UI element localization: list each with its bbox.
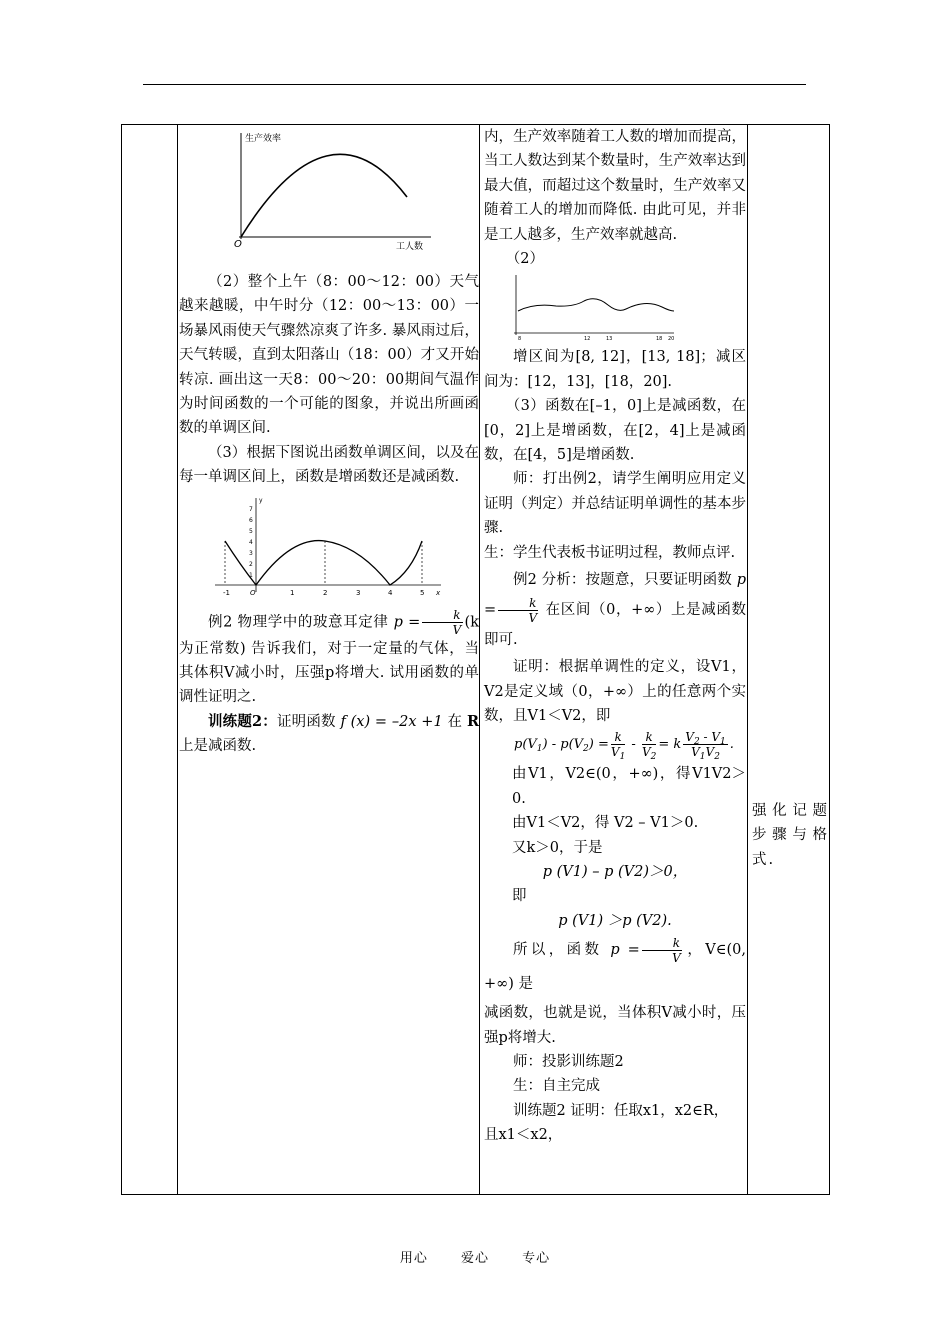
y-tick-label: 3 xyxy=(249,549,253,557)
x-axis-label: x xyxy=(436,588,441,597)
student-board-work: 生：学生代表板书证明过程，教师点评. xyxy=(484,544,736,561)
x-tick-label: 12 xyxy=(584,336,591,343)
y-tick-label: 4 xyxy=(249,538,253,546)
training-in: 在 xyxy=(447,713,463,730)
y-tick-label: 7 xyxy=(249,505,253,513)
y-tick-label: 2 xyxy=(249,560,253,568)
proof-result: p (V1) ＞p (V2). xyxy=(558,912,672,929)
activities-column xyxy=(484,125,746,1148)
question-2: （2）整个上午（8：00～12：00）天气越来越暖，中午时分（12：00～13：00）一场暴风雨使天气骤然凉爽了许多. 暴风雨过后，天气转暖，直到太阳落山（18：00）才又开始转凉. 画出这一天8：00～20：00期间气温作为时间函数的一个可能的图象，并说出所画函数的单调区间. xyxy=(179,274,479,437)
efficiency-conclusion: 内，生产效率随着工人数的增加而提高，当工人数达到某个数量时，生产效率达到最大值，而超过这个数量时，生产效率又随着工人的增加而降低. 由此可见，并非是工人越多，生产效率就越高. xyxy=(484,129,746,243)
proof-step-k: 又k＞0，于是 xyxy=(512,839,603,856)
x-tick-label: 4 xyxy=(388,588,393,597)
training-text: 证明函数 xyxy=(276,713,336,730)
x-tick-label: -1 xyxy=(223,588,230,597)
y-tick-label: 5 xyxy=(249,527,253,535)
x-tick-label: 1 xyxy=(290,588,295,597)
conclusion-lead: 所以，函数 xyxy=(513,942,603,959)
footer-word: 专心 xyxy=(522,1251,551,1266)
proof-conclusion-text: 减函数，也就是说，当体积V减小时，压强p将增大. xyxy=(484,1005,746,1046)
conclusion-domain: ，V∈(0, +∞) 是 xyxy=(484,942,747,993)
real-set-symbol: R xyxy=(466,712,480,730)
footer-word: 爱心 xyxy=(460,1251,489,1266)
column-divider xyxy=(479,125,480,1194)
teacher-projection: 师：投影训练题2 xyxy=(513,1053,624,1070)
origin-label: O xyxy=(250,588,256,597)
temperature-chart xyxy=(484,271,746,345)
y-tick-label: 1 xyxy=(249,571,253,579)
x-tick-label: 2 xyxy=(323,588,328,597)
proof-that-is: 即 xyxy=(512,888,527,905)
remarks-column xyxy=(752,799,829,872)
training-proof-condition: 且x1＜x2， xyxy=(484,1127,563,1144)
column-divider xyxy=(747,125,748,1194)
answer-2-label: （2） xyxy=(505,251,544,268)
example-2-text: (k为正常数) 告诉我们，对于一定量的气体，当其体积V减小时，压强p将增大. 试用函数的单调性证明之. xyxy=(179,614,479,706)
proof-inequality: p (V1) – p (V2)＞0， xyxy=(542,863,688,880)
page-footer xyxy=(0,1247,950,1266)
analysis-text: 在区间（0，+∞）上是减函数即可. xyxy=(484,602,747,649)
footer-word: 用心 xyxy=(399,1251,428,1266)
remark-text: 强化记题步骤与格式. xyxy=(752,803,829,868)
proof-conclusion: 所以，函数 p = $\frac{k}{V}$ ，V∈(0, +∞) 是 xyxy=(484,935,747,993)
example-2-lead: 例2 物理学中的玻意耳定律 xyxy=(208,614,389,631)
lesson-table xyxy=(121,124,830,1195)
x-axis-label: 工人数 xyxy=(396,242,424,252)
boyle-fraction: $\frac{k}{V}$ xyxy=(422,608,462,637)
proof-step-product: 由V1，V2∈(0，+∞)，得V1V2＞0. xyxy=(512,766,746,807)
proof-setup: 证明：根据单调性的定义，设V1，V2是定义域（0，+∞）上的任意两个实数，且V1＜V2，即 xyxy=(484,659,746,724)
problems-column xyxy=(179,125,479,759)
student-self-complete: 生：自主完成 xyxy=(513,1078,600,1095)
origin-label: O xyxy=(234,239,242,250)
x-tick-label: 8 xyxy=(518,336,522,343)
proof-step-difference: 由V1＜V2，得 V2 – V1＞0. xyxy=(512,815,699,832)
header-rule xyxy=(143,84,806,85)
y-axis-label: 生产效率 xyxy=(245,134,282,144)
training-problem-2 xyxy=(179,710,479,759)
teacher-example-2: 师：打出例2，请学生阐明应用定义证明（判定）并总结证明单调性的基本步骤. xyxy=(484,471,746,537)
boyle-fraction: $\frac{k}{V}$ xyxy=(642,936,682,965)
training-label: 训练题2： xyxy=(208,712,277,730)
y-tick-label: 6 xyxy=(249,516,253,524)
x-tick-label: 3 xyxy=(356,588,361,597)
x-tick-label: 13 xyxy=(606,336,613,343)
example-2: 例2 物理学中的玻意耳定律 p = $\frac{k}{V}$ (k为正常数) 告诉我们，对于一定量的气体，当其体积V减小时，压强p将增大. 试用函数的单调性证明之. xyxy=(179,607,479,706)
analysis-lead: 例2 分析：按题意，只要证明函数 xyxy=(513,572,732,589)
example-2-analysis: 例2 分析：按题意，只要证明函数 p = $\frac{k}{V}$ 在区间（0，+∞）上是减函数即可. xyxy=(484,572,747,649)
efficiency-chart xyxy=(179,125,479,270)
x-tick-label: 18 xyxy=(656,336,663,343)
x-tick-label: 20 xyxy=(668,336,675,343)
answer-2-intervals: 增区间为[8, 12]，[13, 18]；减区间为：[12，13]，[18，20]. xyxy=(484,349,746,390)
boyle-fraction: $\frac{k}{V}$ xyxy=(498,596,538,625)
column-divider xyxy=(177,125,178,1194)
training-end: 上是减函数. xyxy=(179,738,257,755)
training-function: f (x) = –2x +1 xyxy=(340,713,443,730)
answer-3: （3）函数在[–1，0]上是减函数，在[0，2]上是增函数，在[2，4]上是减函数，在[4，5]是增函数. xyxy=(484,398,746,464)
piecewise-function-chart xyxy=(179,496,479,604)
question-3: （3）根据下图说出函数单调区间，以及在每一单调区间上，函数是增函数还是减函数. xyxy=(179,444,479,486)
training-proof-start: 训练题2 证明：任取x1，x2∈R， xyxy=(513,1102,729,1119)
difference-equation: $p(V_1) - p(V_2)$ = $\frac{k}{V_1}$ - $\frac{k}{V_2}$ = k $\frac{V_2 - V_1}{V_1V_2}$ . xyxy=(514,730,734,763)
x-tick-label: 5 xyxy=(420,588,425,597)
y-axis-label: y xyxy=(259,496,263,504)
